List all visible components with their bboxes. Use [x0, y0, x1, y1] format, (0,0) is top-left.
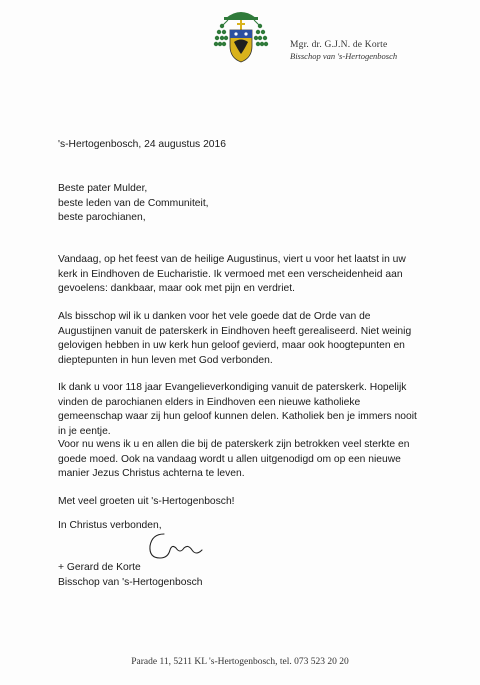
signer-title: Bisschop van 's-Hertogenbosch [58, 576, 203, 588]
salutation-line: beste parochianen, [58, 212, 146, 224]
text-line: Augustijnen vanuit de paterskerk in Eindhoven heeft gerealiseerd. Niet weinig [58, 325, 412, 337]
paragraph-2 [58, 310, 458, 368]
text-line: goede moed. Ook na vandaag wordt u allen uitgenodigd om op een nieuwe [58, 453, 401, 465]
paragraph-1 [58, 253, 458, 297]
paragraph-5 [58, 495, 458, 510]
text-line: vinden de parochianen elders in Eindhoven een nieuwe katholieke [58, 396, 361, 408]
text-line: dieptepunten in hun leven met God verbonden. [58, 354, 273, 366]
paragraph-4 [58, 438, 458, 482]
text-line: gevoelens: dankbaar, maar ook met pijn en verdriet. [58, 283, 295, 295]
paragraph-6 [58, 519, 458, 534]
signoff-block [58, 561, 458, 590]
tassels-right [254, 24, 268, 46]
text-line: Vandaag, op het feest van de heilige Augustinus, viert u voor het laatst in uw [58, 254, 406, 265]
salutation-line: Beste pater Mulder, [58, 183, 148, 194]
text-line: gelovigen hebben in uw kerk hun geloof gevierd, maar ook hoogtepunten en [58, 340, 405, 352]
text-line: gemeenschap waar zij hun geloof kunnen delen. Katholiek ben je immers nooit [58, 411, 417, 423]
text-line: Met veel groeten uit 's-Hertogenbosch! [58, 496, 235, 507]
paragraph-3 [58, 381, 458, 439]
salutation [58, 182, 458, 226]
footer-address: Parade 11, 5211 KL 's-Hertogenbosch, tel. 073 523 20 20 [131, 657, 349, 667]
text-line: in je eentje. [58, 425, 111, 437]
text-line: manier Jezus Christus achterna te leven. [58, 468, 245, 480]
letterhead [290, 40, 397, 61]
tassels-left [214, 24, 228, 46]
date-line: 's-Hertogenbosch, 24 augustus 2016 [58, 139, 226, 150]
text-line: Als bisschop wil ik u danken voor het vele goede dat de Orde van de [58, 311, 371, 322]
signer-name: + Gerard de Korte [58, 562, 141, 573]
text-line: In Christus verbonden, [58, 520, 162, 531]
text-line: Voor nu wens ik u en allen die bij de paterskerk zijn betrokken veel sterkte en [58, 439, 410, 450]
bishop-name: Mgr. dr. G.J.N. de Korte [290, 40, 388, 50]
text-line: Ik dank u voor 118 jaar Evangelieverkondiging vanuit de paterskerk. Hopelijk [58, 382, 407, 393]
bishop-title: Bisschop van 's-Hertogenbosch [290, 51, 398, 61]
episcopal-coat-of-arms-icon [210, 6, 272, 68]
text-line: kerk in Eindhoven de Eucharistie. Ik vermoed met een verscheidenheid aan [58, 268, 403, 280]
salutation-line: beste leden van de Communiteit, [58, 197, 209, 209]
